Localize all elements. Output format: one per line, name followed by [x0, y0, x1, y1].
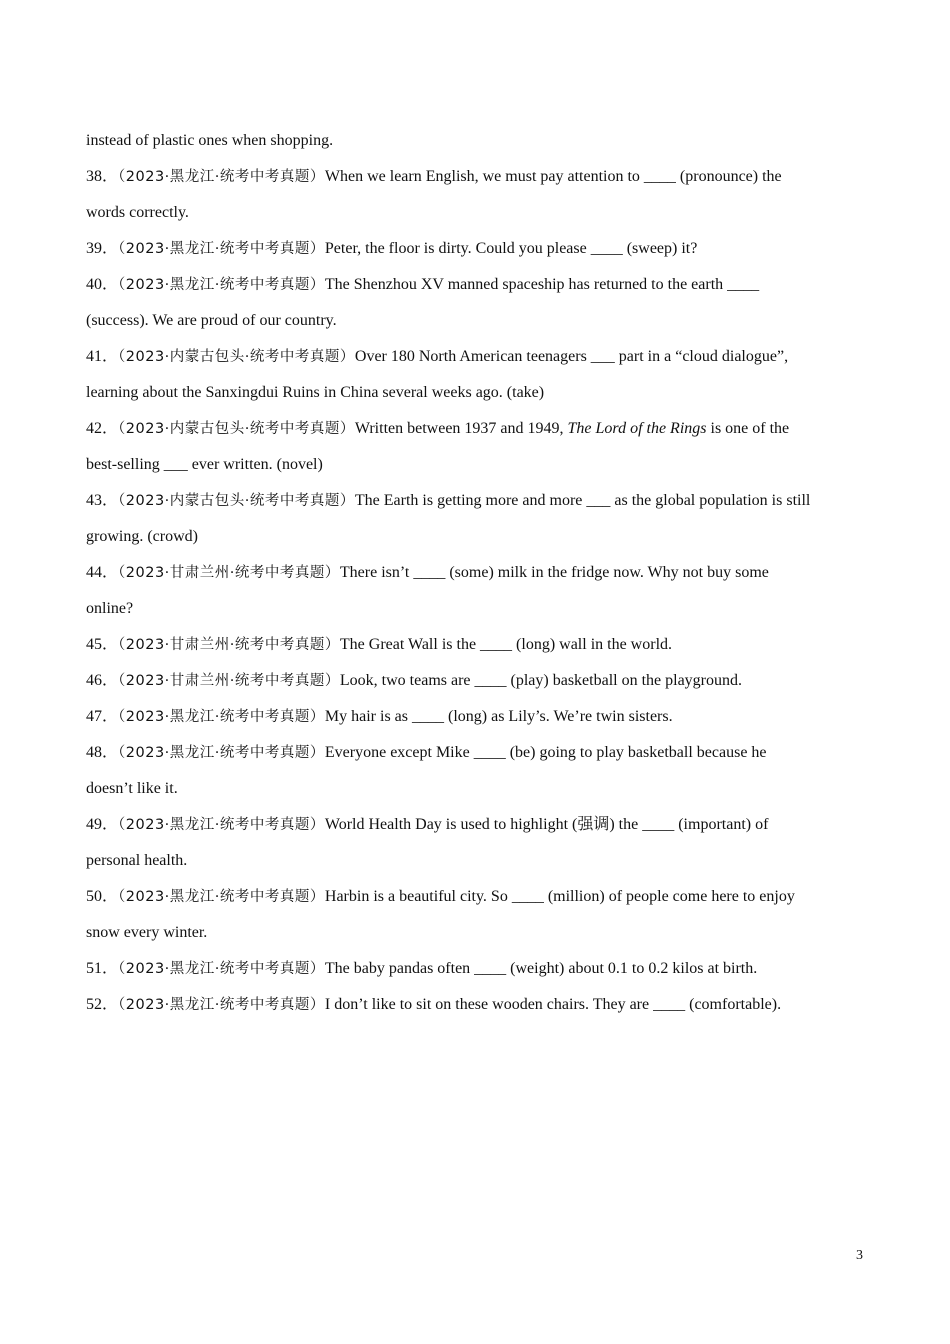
question-source: （2023·甘肃兰州·统考中考真题） — [118, 565, 340, 581]
question-40 — [86, 267, 866, 339]
question-source: （2023·黑龙江·统考中考真题） — [118, 961, 325, 977]
question-continuation: online? — [86, 600, 134, 617]
question-text: Written between 1937 and 1949, — [354, 420, 568, 437]
question-number: 38． — [86, 168, 119, 185]
question-source: （2023·黑龙江·统考中考真题） — [118, 997, 325, 1013]
question-source: （2023·内蒙古包头·统考中考真题） — [118, 421, 355, 437]
question-number: 48． — [86, 744, 119, 761]
question-line — [86, 663, 866, 699]
question-number: 42． — [86, 420, 119, 437]
question-text: The Great Wall is the ____ (long) wall in the world. — [339, 636, 673, 653]
question-number: 46． — [86, 672, 119, 689]
question-line — [86, 735, 866, 771]
question-39 — [86, 231, 866, 267]
question-43 — [86, 483, 866, 555]
question-text: World Health Day is used to highlight (强调) the ____ (important) of — [324, 816, 769, 833]
question-source: （2023·黑龙江·统考中考真题） — [118, 745, 325, 761]
question-continuation: words correctly. — [86, 204, 189, 221]
question-source: （2023·黑龙江·统考中考真题） — [118, 169, 325, 185]
question-continuation: snow every winter. — [86, 924, 208, 941]
question-continuation: (success). We are proud of our country. — [86, 312, 337, 329]
question-source: （2023·黑龙江·统考中考真题） — [118, 817, 325, 833]
question-line — [86, 483, 866, 519]
question-line — [86, 627, 866, 663]
question-number: 45． — [86, 636, 119, 653]
question-number: 50． — [86, 888, 119, 905]
question-text: Everyone except Mike ____ (be) going to play basketball because he — [324, 744, 767, 761]
question-50 — [86, 879, 866, 951]
question-number: 39． — [86, 240, 119, 257]
continuation-line: instead of plastic ones when shopping. — [86, 132, 334, 149]
question-line — [86, 159, 866, 195]
question-text: The baby pandas often ____ (weight) about 0.1 to 0.2 kilos at birth. — [324, 960, 758, 977]
question-49 — [86, 807, 866, 879]
question-list — [86, 123, 866, 1023]
question-number: 52． — [86, 996, 119, 1013]
question-text: When we learn English, we must pay attention to ____ (pronounce) the — [324, 168, 782, 185]
question-continuation: best-selling ___ ever written. (novel) — [86, 456, 323, 473]
question-47 — [86, 699, 866, 735]
question-source: （2023·内蒙古包头·统考中考真题） — [118, 493, 355, 509]
question-52 — [86, 987, 866, 1023]
question-line — [86, 987, 866, 1023]
question-42 — [86, 411, 866, 483]
question-number: 49． — [86, 816, 119, 833]
question-text: Over 180 North American teenagers ___ part in a “cloud dialogue”, — [354, 348, 789, 365]
question-38 — [86, 159, 866, 231]
question-text: Peter, the floor is dirty. Could you please ____ (sweep) it? — [324, 240, 698, 257]
question-text: I don’t like to sit on these wooden chairs. They are ____ (comfortable). — [324, 996, 782, 1013]
question-source: （2023·黑龙江·统考中考真题） — [118, 889, 325, 905]
question-text: There isn’t ____ (some) milk in the fridge now. Why not buy some — [339, 564, 769, 581]
question-text: The Shenzhou XV manned spaceship has returned to the earth ____ — [324, 276, 760, 293]
question-number: 47． — [86, 708, 119, 725]
question-line — [86, 951, 866, 987]
question-source: （2023·甘肃兰州·统考中考真题） — [118, 637, 340, 653]
book-title: The Lord of the Rings — [567, 420, 707, 437]
question-text: Look, two teams are ____ (play) basketball on the playground. — [339, 672, 743, 689]
question-line — [86, 699, 866, 735]
question-line — [86, 879, 866, 915]
question-46 — [86, 663, 866, 699]
question-source: （2023·黑龙江·统考中考真题） — [118, 277, 325, 293]
question-continuation: personal health. — [86, 852, 188, 869]
question-text: My hair is as ____ (long) as Lily’s. We’re twin sisters. — [324, 708, 673, 725]
question-line — [86, 555, 866, 591]
question-source: （2023·内蒙古包头·统考中考真题） — [118, 349, 355, 365]
question-number: 51． — [86, 960, 119, 977]
question-source: （2023·甘肃兰州·统考中考真题） — [118, 673, 340, 689]
question-51 — [86, 951, 866, 987]
question-continuation: learning about the Sanxingdui Ruins in China several weeks ago. (take) — [86, 384, 545, 401]
question-48 — [86, 735, 866, 807]
question-line — [86, 231, 866, 267]
question-text: The Earth is getting more and more ___ as the global population is still — [354, 492, 811, 509]
question-number: 44． — [86, 564, 119, 581]
question-source: （2023·黑龙江·统考中考真题） — [118, 709, 325, 725]
question-line — [86, 267, 866, 303]
question-number: 41． — [86, 348, 119, 365]
question-source: （2023·黑龙江·统考中考真题） — [118, 241, 325, 257]
question-text: Harbin is a beautiful city. So ____ (million) of people come here to enjoy — [324, 888, 795, 905]
question-number: 40． — [86, 276, 119, 293]
page-number: 3 — [856, 1248, 863, 1263]
question-line — [86, 411, 866, 447]
question-45 — [86, 627, 866, 663]
question-line — [86, 339, 866, 375]
question-44 — [86, 555, 866, 627]
question-41 — [86, 339, 866, 411]
question-continuation: doesn’t like it. — [86, 780, 178, 797]
question-text: is one of the — [706, 420, 790, 437]
question-line — [86, 807, 866, 843]
question-continuation: growing. (crowd) — [86, 528, 198, 545]
question-number: 43． — [86, 492, 119, 509]
